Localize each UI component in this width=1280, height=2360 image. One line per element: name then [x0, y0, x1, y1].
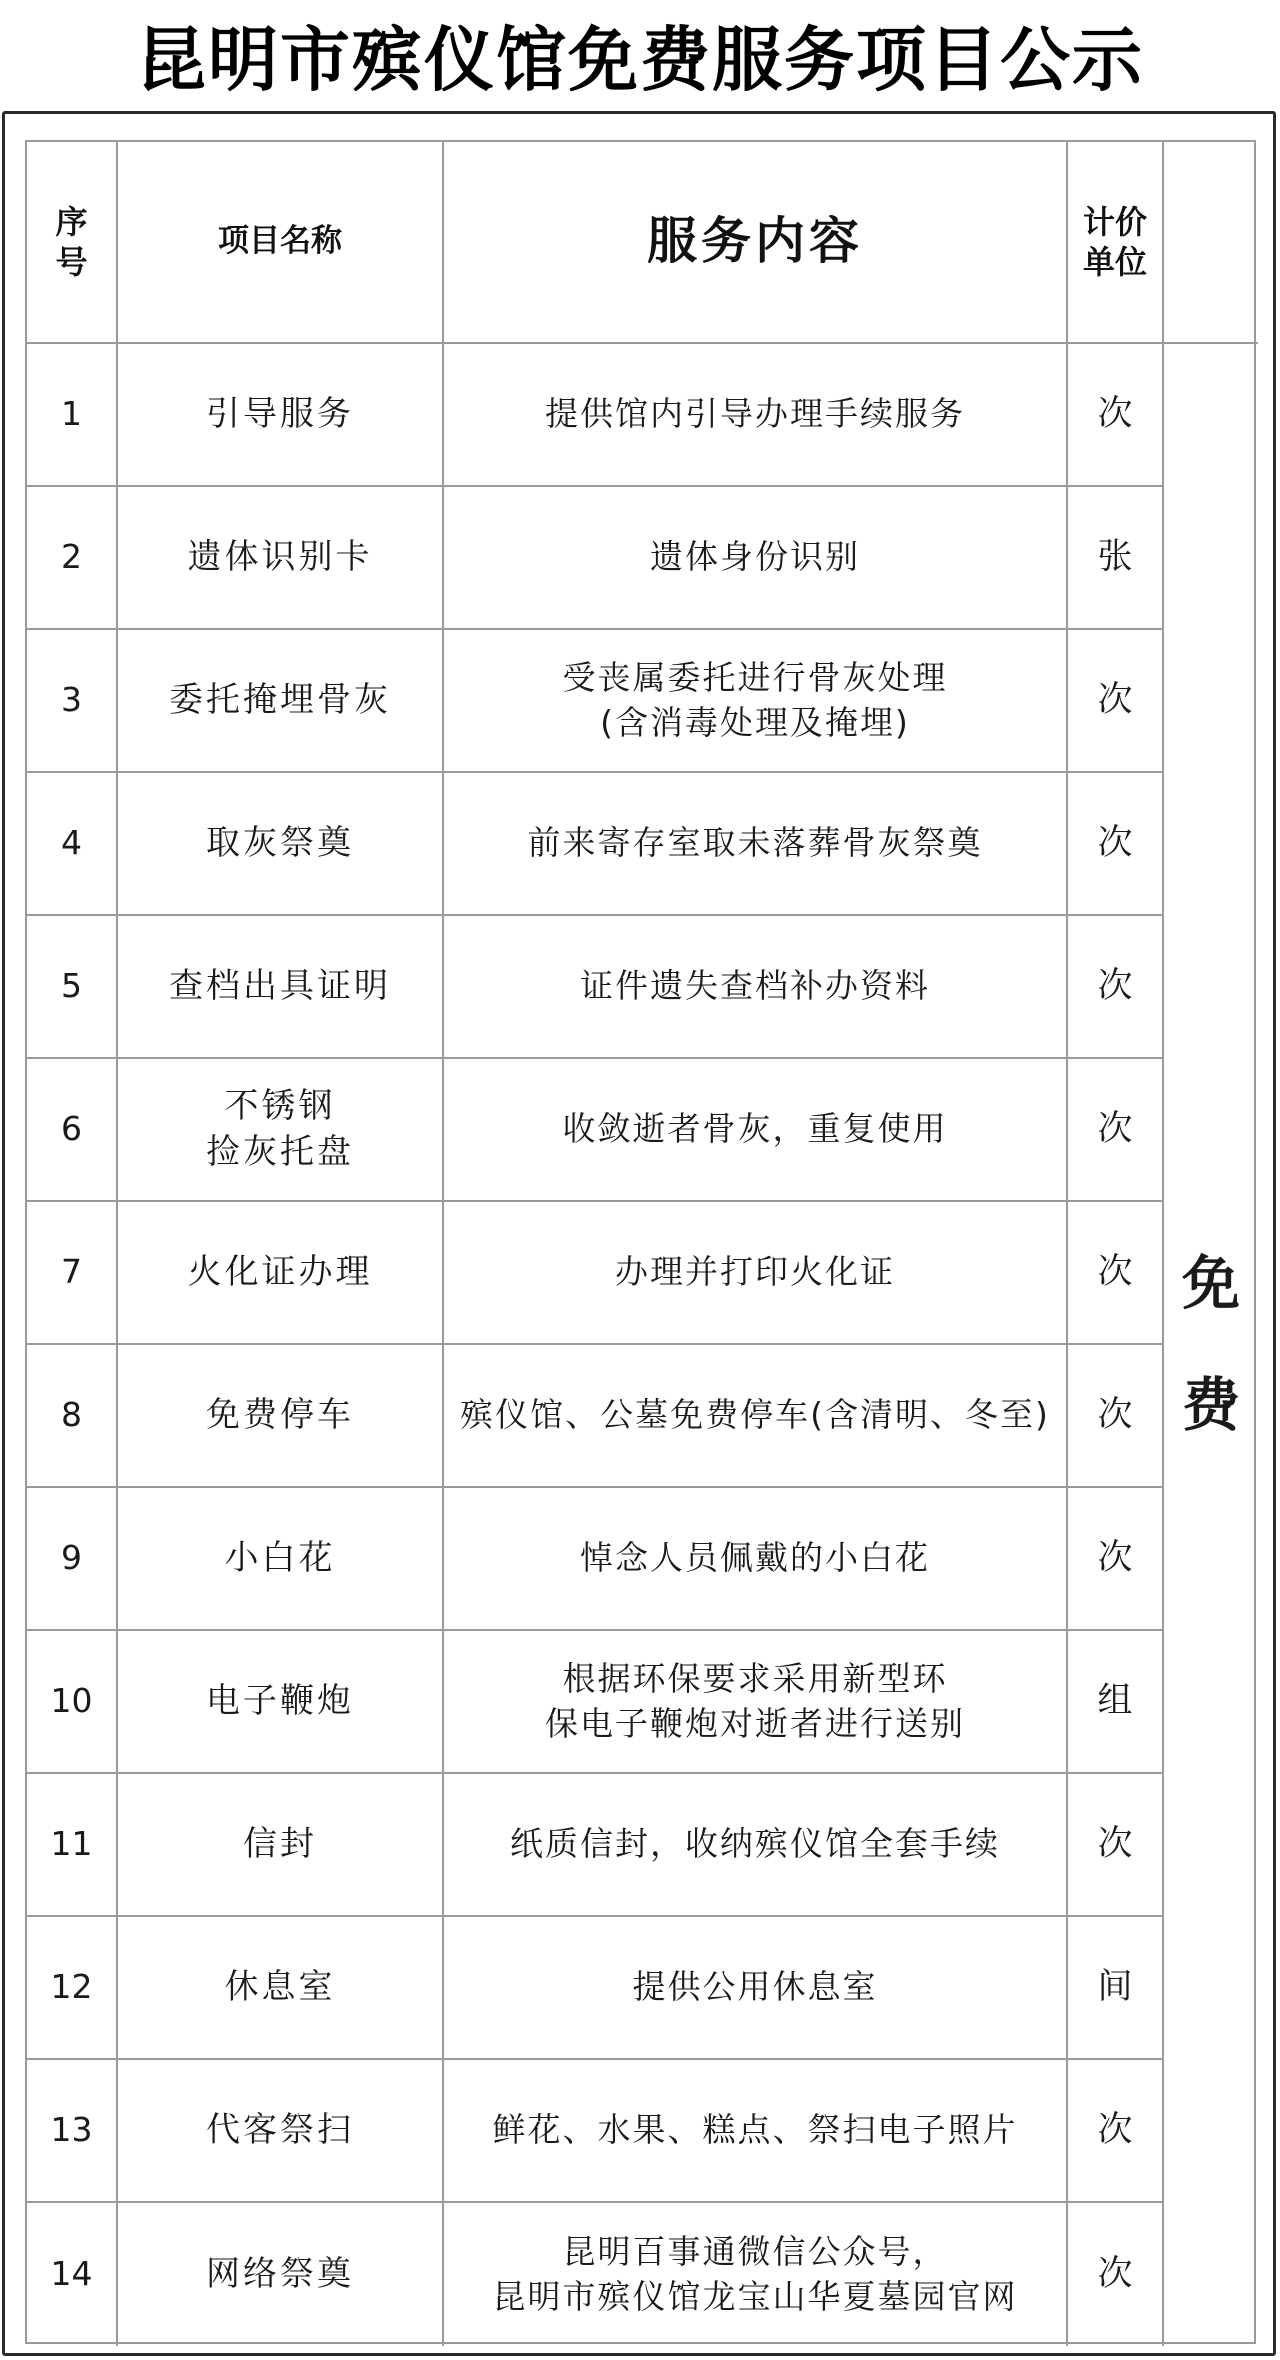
row-6-seq: 6 — [27, 1059, 118, 1202]
row-6-name: 不锈钢 捡灰托盘 — [118, 1059, 444, 1202]
header-seq: 序 号 — [27, 142, 118, 344]
row-7-seq: 7 — [27, 1202, 118, 1345]
fee-free-label: 免 费 — [1181, 1249, 1240, 1439]
row-11-content: 纸质信封，收纳殡仪馆全套手续 — [444, 1774, 1068, 1917]
row-11-seq: 11 — [27, 1774, 118, 1917]
row-2-seq: 2 — [27, 487, 118, 630]
row-2-name: 遗体识别卡 — [118, 487, 444, 630]
row-13-content: 鲜花、水果、糕点、祭扫电子照片 — [444, 2060, 1068, 2203]
row-9-seq: 9 — [27, 1488, 118, 1631]
row-5-content: 证件遗失查档补办资料 — [444, 916, 1068, 1059]
row-7-name: 火化证办理 — [118, 1202, 444, 1345]
row-1-content: 提供馆内引导办理手续服务 — [444, 344, 1068, 487]
row-10-name: 电子鞭炮 — [118, 1631, 444, 1774]
row-9-name: 小白花 — [118, 1488, 444, 1631]
row-8-name: 免费停车 — [118, 1345, 444, 1488]
row-14-unit: 次 — [1068, 2203, 1164, 2346]
row-7-unit: 次 — [1068, 1202, 1164, 1345]
row-11-name: 信封 — [118, 1774, 444, 1917]
row-2-unit: 张 — [1068, 487, 1164, 630]
row-3-name: 委托掩埋骨灰 — [118, 630, 444, 773]
row-7-content: 办理并打印火化证 — [444, 1202, 1068, 1345]
row-3-content: 受丧属委托进行骨灰处理 (含消毒处理及掩埋) — [444, 630, 1068, 773]
row-13-name: 代客祭扫 — [118, 2060, 444, 2203]
page-title: 昆明市殡仪馆免费服务项目公示 — [136, 18, 1144, 101]
row-5-unit: 次 — [1068, 916, 1164, 1059]
row-9-content: 悼念人员佩戴的小白花 — [444, 1488, 1068, 1631]
row-8-content: 殡仪馆、公墓免费停车(含清明、冬至) — [444, 1345, 1068, 1488]
row-12-name: 休息室 — [118, 1917, 444, 2060]
row-10-seq: 10 — [27, 1631, 118, 1774]
row-12-seq: 12 — [27, 1917, 118, 2060]
row-3-seq: 3 — [27, 630, 118, 773]
row-11-unit: 次 — [1068, 1774, 1164, 1917]
header-fee-blank — [1164, 142, 1258, 344]
row-8-seq: 8 — [27, 1345, 118, 1488]
row-4-content: 前来寄存室取未落葬骨灰祭奠 — [444, 773, 1068, 916]
row-5-name: 查档出具证明 — [118, 916, 444, 1059]
row-5-seq: 5 — [27, 916, 118, 1059]
row-4-name: 取灰祭奠 — [118, 773, 444, 916]
row-13-seq: 13 — [27, 2060, 118, 2203]
row-14-seq: 14 — [27, 2203, 118, 2346]
row-10-unit: 组 — [1068, 1631, 1164, 1774]
row-14-content: 昆明百事通微信公众号， 昆明市殡仪馆龙宝山华夏墓园官网 — [444, 2203, 1068, 2346]
row-2-content: 遗体身份识别 — [444, 487, 1068, 630]
row-9-unit: 次 — [1068, 1488, 1164, 1631]
row-3-unit: 次 — [1068, 630, 1164, 773]
row-14-name: 网络祭奠 — [118, 2203, 444, 2346]
row-8-unit: 次 — [1068, 1345, 1164, 1488]
row-12-content: 提供公用休息室 — [444, 1917, 1068, 2060]
header-name: 项目名称 — [118, 142, 444, 344]
row-13-unit: 次 — [1068, 2060, 1164, 2203]
row-6-content: 收敛逝者骨灰，重复使用 — [444, 1059, 1068, 1202]
header-content: 服务内容 — [444, 142, 1068, 344]
row-1-name: 引导服务 — [118, 344, 444, 487]
row-10-content: 根据环保要求采用新型环 保电子鞭炮对逝者进行送别 — [444, 1631, 1068, 1774]
row-1-seq: 1 — [27, 344, 118, 487]
row-6-unit: 次 — [1068, 1059, 1164, 1202]
row-1-unit: 次 — [1068, 344, 1164, 487]
row-12-unit: 间 — [1068, 1917, 1164, 2060]
row-4-unit: 次 — [1068, 773, 1164, 916]
service-table — [25, 140, 1256, 2344]
header-unit: 计价 单位 — [1068, 142, 1164, 344]
row-4-seq: 4 — [27, 773, 118, 916]
